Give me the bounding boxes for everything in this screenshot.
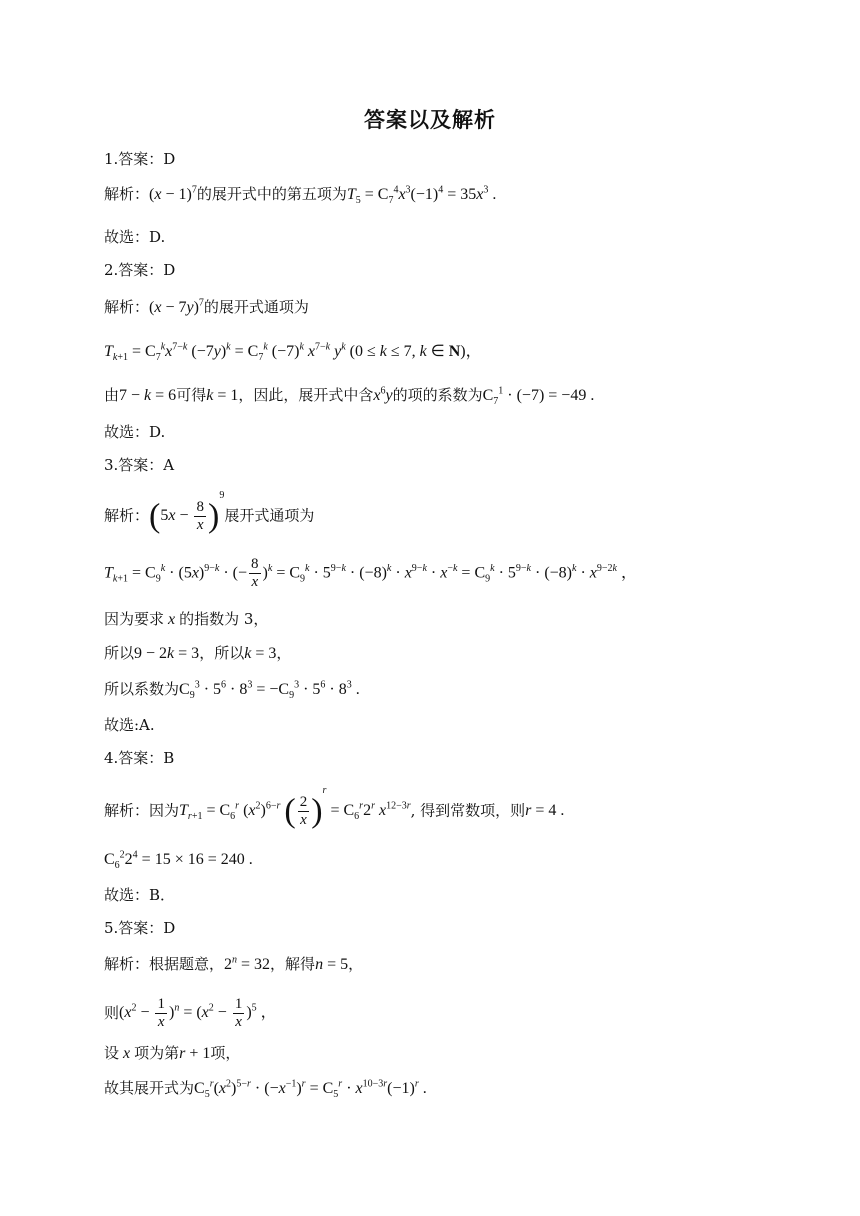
q4-analysis-prefix: 解析：因为 bbox=[104, 801, 180, 820]
q1-conclusion: 故选：D. bbox=[104, 228, 166, 246]
q3-coef-a: 所以系数为 bbox=[104, 680, 180, 698]
q5-var-x: x bbox=[119, 1045, 135, 1062]
q4-calc: $C_6^22^4 = 15 \times 16 = 240$ . bbox=[104, 849, 253, 872]
q3-exp-a: 因为要求 bbox=[104, 610, 165, 628]
q2-analysis bbox=[104, 297, 309, 316]
q5-answer: 5.答案：D bbox=[104, 919, 176, 937]
q2-expr: $(x - 7y)^7$ bbox=[149, 297, 204, 316]
q3-so-line: 所以9 − 2k = 3，所以k = 3， bbox=[104, 644, 292, 662]
q2-text-c: ，因此，展开式中含 bbox=[238, 386, 374, 404]
q3-coef-line bbox=[104, 679, 360, 702]
q2-answer: 2.答案：D bbox=[104, 261, 176, 279]
q2-term: $x^6y$ bbox=[373, 385, 393, 404]
q2-eq2: k = 1 bbox=[206, 387, 239, 404]
q3-conclusion: 故选:A. bbox=[104, 716, 155, 734]
q2-coef: $C_7^1 \cdot (-7) = -49$ . bbox=[482, 385, 595, 408]
q3-so-b: ，所以 bbox=[199, 644, 245, 662]
q3-general-term: $T_{k+1} = C_9^k \cdot (5x)^{9-k}$ · (− $\frac{8}{x}$ )$^k = C_9^k \cdot 5^{9-k} \cdot (-8)^k \cdot x^{9-k} \cdot x^{-k} = C_9^k \cdot 5^{9-k} \cdot (-8)^k \cdot x^{9-2k}$ ， bbox=[104, 556, 638, 591]
q2-text-d: 的项的系数为 bbox=[392, 386, 483, 404]
q3-so-a: 所以 bbox=[104, 644, 135, 662]
q5-analysis-mid: ，解得 bbox=[270, 955, 316, 973]
q3-exp-b: 的指数为 3， bbox=[179, 610, 269, 628]
q3-analysis-mid: 展开式通项为 bbox=[224, 506, 315, 525]
q4-analysis-mid: , 得到常数项，则 bbox=[410, 801, 526, 820]
q5-expand: $C_5^r(x^2)^{5-r} \cdot (-x^{-1})^r = C_5^r \cdot x^{10-3r}(-1)^r$ . bbox=[194, 1078, 427, 1101]
q5-then-label: 则 bbox=[104, 1003, 120, 1022]
q2-conclusion: 故选：D. bbox=[104, 423, 166, 441]
q4-r-value: r = 4 . bbox=[525, 802, 565, 819]
q3-answer: 3.答案：A bbox=[104, 456, 175, 474]
q1-answer: 1.答案：D bbox=[104, 150, 176, 168]
q4-analysis bbox=[104, 785, 565, 830]
q2-text-b: 可得 bbox=[176, 386, 207, 404]
q2-eq1: 7 − k = 6 bbox=[119, 387, 177, 404]
q1-analysis-mid: 的展开式中的第五项为 bbox=[196, 185, 347, 203]
q5-then bbox=[104, 996, 277, 1032]
q5-term-c: 项， bbox=[210, 1044, 241, 1062]
q3-analysis-prefix: 解析： bbox=[104, 506, 150, 525]
q2-general-term: $T_{k+1} = C_7^kx^{7-k}$ $(-7y)^k = C_7^k$ $(-7)^k$ $x^{7-k}$ $y^k$ (0 ≤ k ≤ 7, k ∈ N)， bbox=[104, 341, 482, 364]
q5-eq1: $2^n = 32$ bbox=[224, 954, 271, 973]
q5-term-line bbox=[104, 1046, 240, 1062]
q1-expr: $(x - 1)^7$ bbox=[149, 184, 197, 203]
q4-expr: $T_{r+1} = C_6^r$ $(x^2)^{6-r}$ ( $\frac{2}{x}$ )$^r = C_6^r2^r$ $x^{12-3r}$ bbox=[179, 785, 411, 830]
q3-eq1: 9 − 2k = 3 bbox=[134, 645, 200, 662]
q4-answer: 4.答案：B bbox=[104, 749, 175, 767]
q3-var-x: x bbox=[164, 611, 180, 628]
q5-expr: ($x^2$ − $\frac{1}{x}$ )$^n = (x^2$ − $\frac{1}{x}$ )$^5$ ， bbox=[119, 996, 277, 1031]
q5-analysis-prefix: 解析：根据题意， bbox=[104, 955, 225, 973]
q2-text-a: 由 bbox=[104, 386, 120, 404]
q5-term-b: 项为第 bbox=[134, 1044, 180, 1062]
q1-analysis bbox=[104, 184, 497, 207]
q5-index: r + 1 bbox=[179, 1045, 211, 1062]
q2-derivation bbox=[104, 385, 595, 408]
q3-exponent-line bbox=[104, 612, 268, 628]
q5-term-a: 设 bbox=[104, 1044, 120, 1062]
q5-analysis: 解析：根据题意，$2^n = 32$，解得n = 5， bbox=[104, 954, 364, 973]
q3-analysis bbox=[104, 490, 315, 535]
q2-analysis-mid: 的展开式通项为 bbox=[203, 298, 309, 316]
q3-expr: (5x − $\frac{8}{x}$ )$^9$ bbox=[149, 490, 225, 535]
q5-eq2: n = 5 bbox=[315, 956, 349, 973]
q1-result: $T_5 = C_7^4x^3(-1)^4 = 35x^3$ . bbox=[346, 184, 497, 207]
q3-coef: $C_9^3 \cdot 5^6 \cdot 8^3 = -C_9^3 \cdot 5^6 \cdot 8^3$ . bbox=[179, 679, 360, 702]
page-title: 答案以及解析 bbox=[364, 108, 496, 132]
q2-analysis-prefix: 解析： bbox=[104, 298, 150, 316]
q5-expand-a: 故其展开式为 bbox=[104, 1079, 195, 1097]
q3-eq2: k = 3 bbox=[244, 645, 277, 662]
q5-expand-line bbox=[104, 1078, 427, 1101]
q1-analysis-prefix: 解析： bbox=[104, 185, 150, 203]
q4-conclusion: 故选：B． bbox=[104, 886, 176, 904]
